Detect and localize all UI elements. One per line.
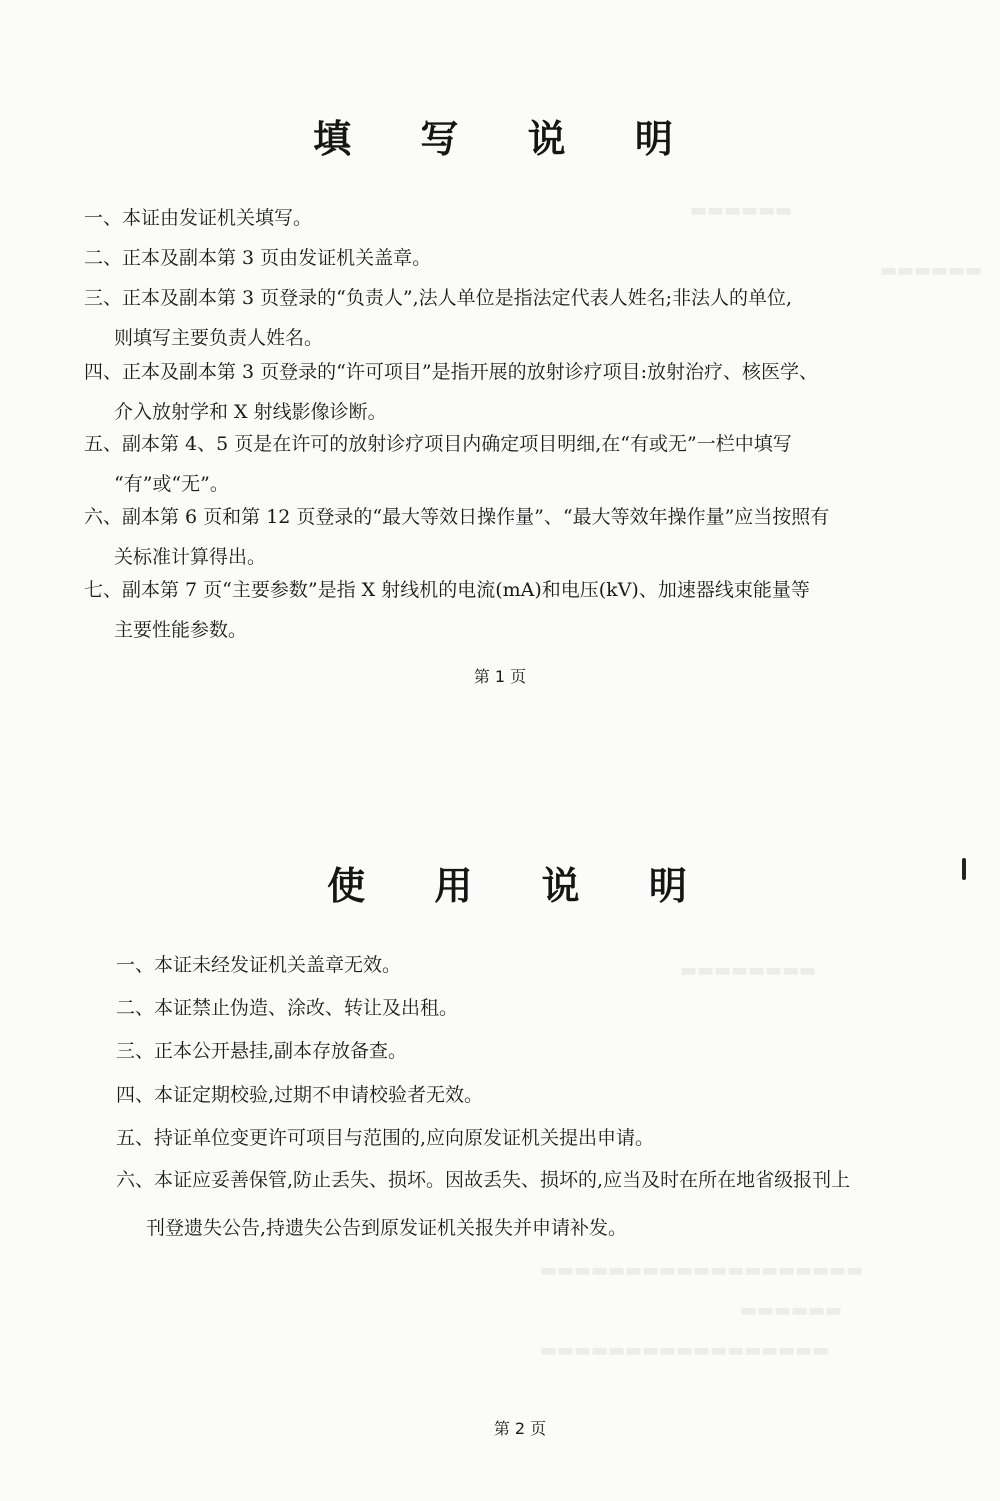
- item-text: 五、持证单位变更许可项目与范围的,应向原发证机关提出申请。: [116, 1127, 655, 1149]
- item-text: 三、正本公开悬挂,副本存放备查。: [116, 1040, 408, 1062]
- page-number: 第 1 页: [473, 667, 527, 686]
- item-text: 一、本证由发证机关填写。: [84, 207, 313, 229]
- item-text-continued: 关标准计算得出。: [114, 546, 267, 568]
- item-text-continued: 主要性能参数。: [114, 619, 248, 641]
- item-text: 二、正本及副本第 3 页由发证机关盖章。: [84, 247, 432, 269]
- fill-instruction-item-6: [84, 497, 829, 577]
- item-text: 六、副本第 6 页和第 12 页登录的“最大等效日操作量”、“最大等效年操作量”应当按照有: [84, 506, 830, 528]
- fill-instructions-title: 填 写 说 明: [313, 116, 701, 161]
- fill-instruction-item-4: [84, 352, 818, 432]
- usage-instruction-item-3: [116, 1031, 407, 1071]
- item-text-continued: 则填写主要负责人姓名。: [114, 327, 324, 349]
- bleed-through-text: ▬▬▬▬▬▬▬▬▬▬▬▬▬▬▬▬▬: [540, 1340, 830, 1361]
- fill-instruction-item-3: [84, 278, 792, 358]
- bleed-through-text: ▬▬▬▬▬▬: [740, 1300, 843, 1321]
- fill-instruction-item-5: [84, 424, 792, 504]
- usage-instructions-title: 使 用 说 明: [327, 863, 715, 908]
- fill-instruction-item-2: [84, 238, 431, 278]
- item-text: 二、本证禁止伪造、涂改、转让及出租。: [116, 997, 459, 1019]
- item-text-continued: “有”或“无”。: [114, 473, 229, 495]
- fill-instruction-item-7: [84, 570, 810, 650]
- usage-instruction-item-1: [116, 945, 401, 985]
- usage-instruction-item-4: [116, 1075, 483, 1115]
- usage-instruction-item-2: [116, 988, 458, 1028]
- item-text: 六、本证应妥善保管,防止丢失、损坏。因故丢失、损坏的,应当及时在所在地省级报刊上: [116, 1169, 851, 1191]
- page-number: 第 2 页: [493, 1419, 547, 1438]
- bleed-through-text: ▬▬▬▬▬▬▬▬: [680, 960, 817, 981]
- item-text: 四、正本及副本第 3 页登录的“许可项目”是指开展的放射诊疗项目:放射治疗、核医学、: [84, 361, 818, 383]
- item-text: 四、本证定期校验,过期不申请校验者无效。: [116, 1084, 484, 1106]
- item-text-continued: 刊登遗失公告,持遗失公告到原发证机关报失并申请补发。: [146, 1217, 628, 1239]
- bleed-through-text: ▬▬▬▬▬▬: [880, 260, 983, 281]
- item-text: 七、副本第 7 页“主要参数”是指 X 射线机的电流(mA)和电压(kV)、加速器线束能量等: [84, 579, 810, 601]
- bleed-through-text: ▬▬▬▬▬▬▬▬▬▬▬▬▬▬▬▬▬▬▬: [540, 1260, 864, 1281]
- item-text: 一、本证未经发证机关盖章无效。: [116, 954, 402, 976]
- item-text-continued: 介入放射学和 X 射线影像诊断。: [114, 401, 387, 423]
- bleed-through-text: ▬▬▬▬▬▬: [690, 200, 793, 221]
- item-text: 五、副本第 4、5 页是在许可的放射诊疗项目内确定项目明细,在“有或无”一栏中填写: [84, 433, 792, 455]
- fill-instruction-item-1: [84, 198, 312, 238]
- usage-instruction-item-5: [116, 1118, 654, 1158]
- usage-instruction-item-6: [116, 1160, 850, 1256]
- item-text: 三、正本及副本第 3 页登录的“负责人”,法人单位是指法定代表人姓名;非法人的单位,: [84, 287, 793, 309]
